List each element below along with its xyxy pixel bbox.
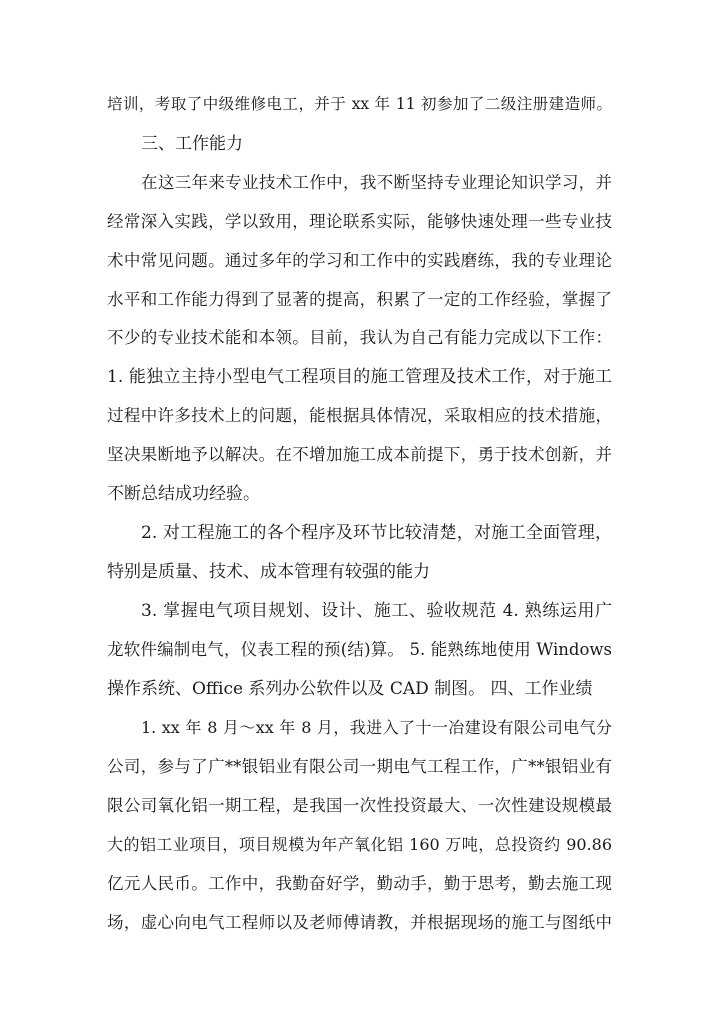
text-line: 术中常见问题。通过多年的学习和工作中的实践磨练，我的专业理论 — [107, 251, 612, 270]
text-line: 亿元人民币。工作中，我勤奋好学，勤动手，勤于思考，勤去施工现 — [107, 874, 612, 893]
text-line: 1. 能独立主持小型电气工程项目的施工管理及技术工作，对于施工 — [107, 367, 612, 387]
text-line: 大的铝工业项目，项目规模为年产氧化铝 160 万吨，总投资约 90.86 — [107, 835, 612, 854]
text-line: 特别是质量、技术、成本管理有较强的能力 — [107, 562, 430, 582]
text-line: 2. 对工程施工的各个程序及环节比较清楚，对施工全面管理， — [141, 523, 612, 543]
text-line: 3. 掌握电气项目规划、设计、施工、验收规范 4. 熟练运用广 — [141, 601, 612, 621]
text-line: 龙软件编制电气，仪表工程的预(结)算。 5. 能熟练地使用 Windows — [107, 640, 612, 659]
text-line: 操作系统、Office 系列办公软件以及 CAD 制图。 四、工作业绩 — [107, 679, 593, 699]
text-line: 限公司氧化铝一期工程，是我国一次性投资最大、一次性建设规模最 — [107, 796, 612, 815]
text-line: 水平和工作能力得到了显著的提高，积累了一定的工作经验，掌握了 — [107, 290, 612, 309]
text-line: 不断总结成功经验。 — [107, 484, 260, 504]
text-line: 在这三年来专业技术工作中，我不断坚持专业理论知识学习，并 — [141, 173, 612, 192]
text-line: 坚决果断地予以解决。在不增加施工成本前提下，勇于技术创新，并 — [107, 445, 612, 464]
text-line: 场，虚心向电气工程师以及老师傅请教，并根据现场的施工与图纸中 — [107, 913, 612, 932]
text-line: 经常深入实践，学以致用，理论联系实际，能够快速处理一些专业技 — [107, 212, 612, 231]
text-line: 培训，考取了中级维修电工，并于 xx 年 11 初参加了二级注册建造师。 — [107, 95, 612, 113]
text-line: 公司，参与了广**银铝业有限公司一期电气工程工作，广**银铝业有 — [107, 757, 612, 776]
text-line: 1. xx 年 8 月～xx 年 8 月，我进入了十一冶建设有限公司电气分 — [141, 718, 612, 737]
section-heading: 三、工作能力 — [141, 134, 243, 154]
text-line: 过程中许多技术上的问题，能根据具体情况，采取相应的技术措施， — [107, 406, 612, 425]
text-line: 不少的专业技术能和本领。目前，我认为自己有能力完成以下工作： — [107, 328, 612, 347]
